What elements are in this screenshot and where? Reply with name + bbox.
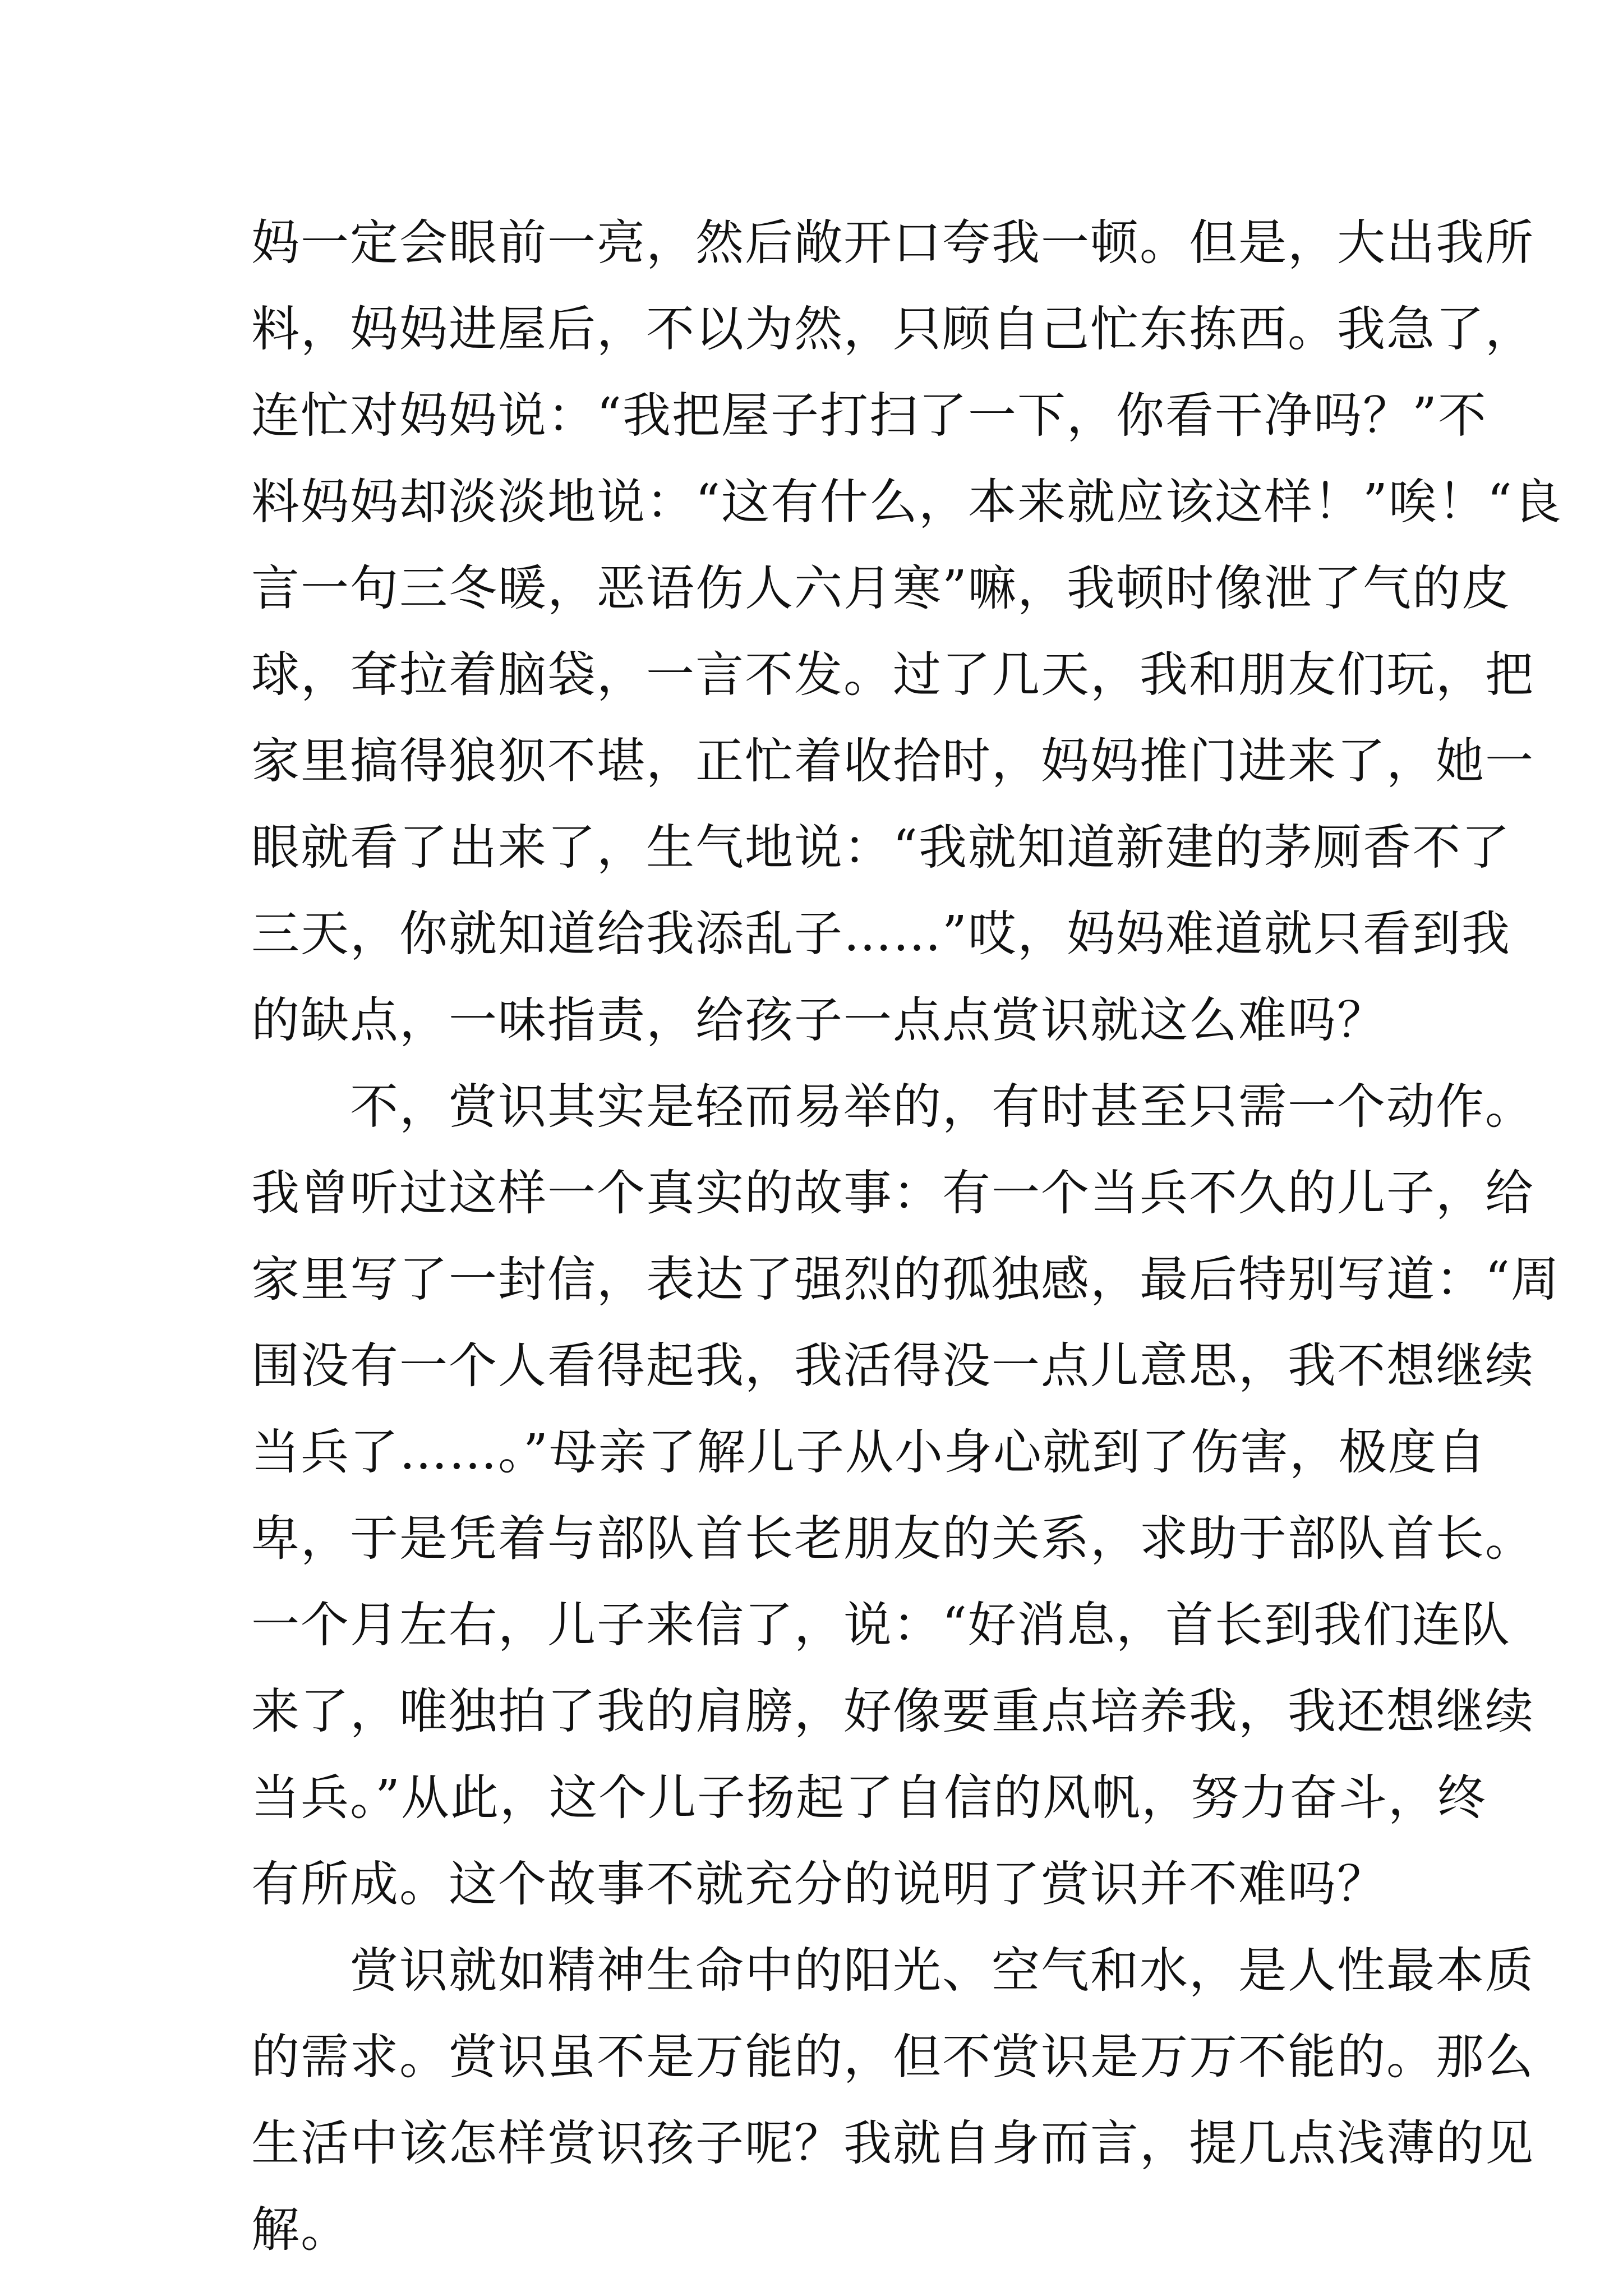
text-line: 解。 [251,2202,350,2258]
text-line: 家里写了一封信，表达了强烈的孤独感，最后特别写道：“周 [251,1251,1560,1308]
text-line: 来了，唯独拍了我的肩膀，好像要重点培养我，我还想继续 [251,1683,1534,1740]
text-line: 球，耷拉着脑袋，一言不发。过了几天，我和朋友们玩，把 [251,647,1534,703]
text-line: 赏识就如精神生命中的阳光、空气和水，是人性最本质 [350,1943,1534,1999]
text-line: 言一句三冬暖，恶语伤人六月寒”嘛，我顿时像泄了气的皮 [251,560,1511,616]
text-line: 我曾听过这样一个真实的故事：有一个当兵不久的儿子，给 [251,1165,1534,1221]
text-line: 的缺点，一味指责，给孩子一点点赏识就这么难吗？ [251,992,1386,1048]
document-body [251,200,1562,2273]
paragraph-1 [251,200,1562,1064]
paragraph-2 [251,1064,1560,1927]
text-line: 有所成。这个故事不就充分的说明了赏识并不难吗？ [251,1856,1386,1912]
text-line: 妈一定会眼前一亮，然后敞开口夸我一顿。但是，大出我所 [251,215,1534,271]
paragraph-3 [251,1927,1534,2273]
text-line: 连忙对妈妈说：“我把屋子打扫了一下，你看干净吗？”不 [251,388,1487,444]
text-line: 不，赏识其实是轻而易举的，有时甚至只需一个动作。 [350,1079,1534,1135]
text-line: 三天，你就知道给我添乱子……”哎，妈妈难道就只看到我 [251,906,1511,962]
text-line: 生活中该怎样赏识孩子呢？我就自身而言，提几点浅薄的见 [251,2115,1534,2171]
text-line: 眼就看了出来了，生气地说：“我就知道新建的茅厕香不了 [251,820,1511,876]
text-line: 卑，于是凭着与部队首长老朋友的关系，求助于部队首长。 [251,1511,1534,1567]
text-line: 家里搞得狼狈不堪，正忙着收拾时，妈妈推门进来了，她一 [251,733,1534,789]
text-line: 料妈妈却淡淡地说：“这有什么，本来就应该这样！”唉！“良 [251,474,1562,530]
text-line: 当兵。”从此，这个儿子扬起了自信的风帆，努力奋斗，终 [251,1770,1487,1826]
text-line: 当兵了……。”母亲了解儿子从小身心就到了伤害，极度自 [251,1424,1487,1480]
text-line: 一个月左右，儿子来信了，说：“好消息，首长到我们连队 [251,1597,1511,1653]
text-line: 料，妈妈进屋后，不以为然，只顾自己忙东拣西。我急了， [251,301,1534,357]
text-line: 围没有一个人看得起我，我活得没一点儿意思，我不想继续 [251,1338,1534,1394]
text-line: 的需求。赏识虽不是万能的，但不赏识是万万不能的。那么 [251,2029,1534,2085]
